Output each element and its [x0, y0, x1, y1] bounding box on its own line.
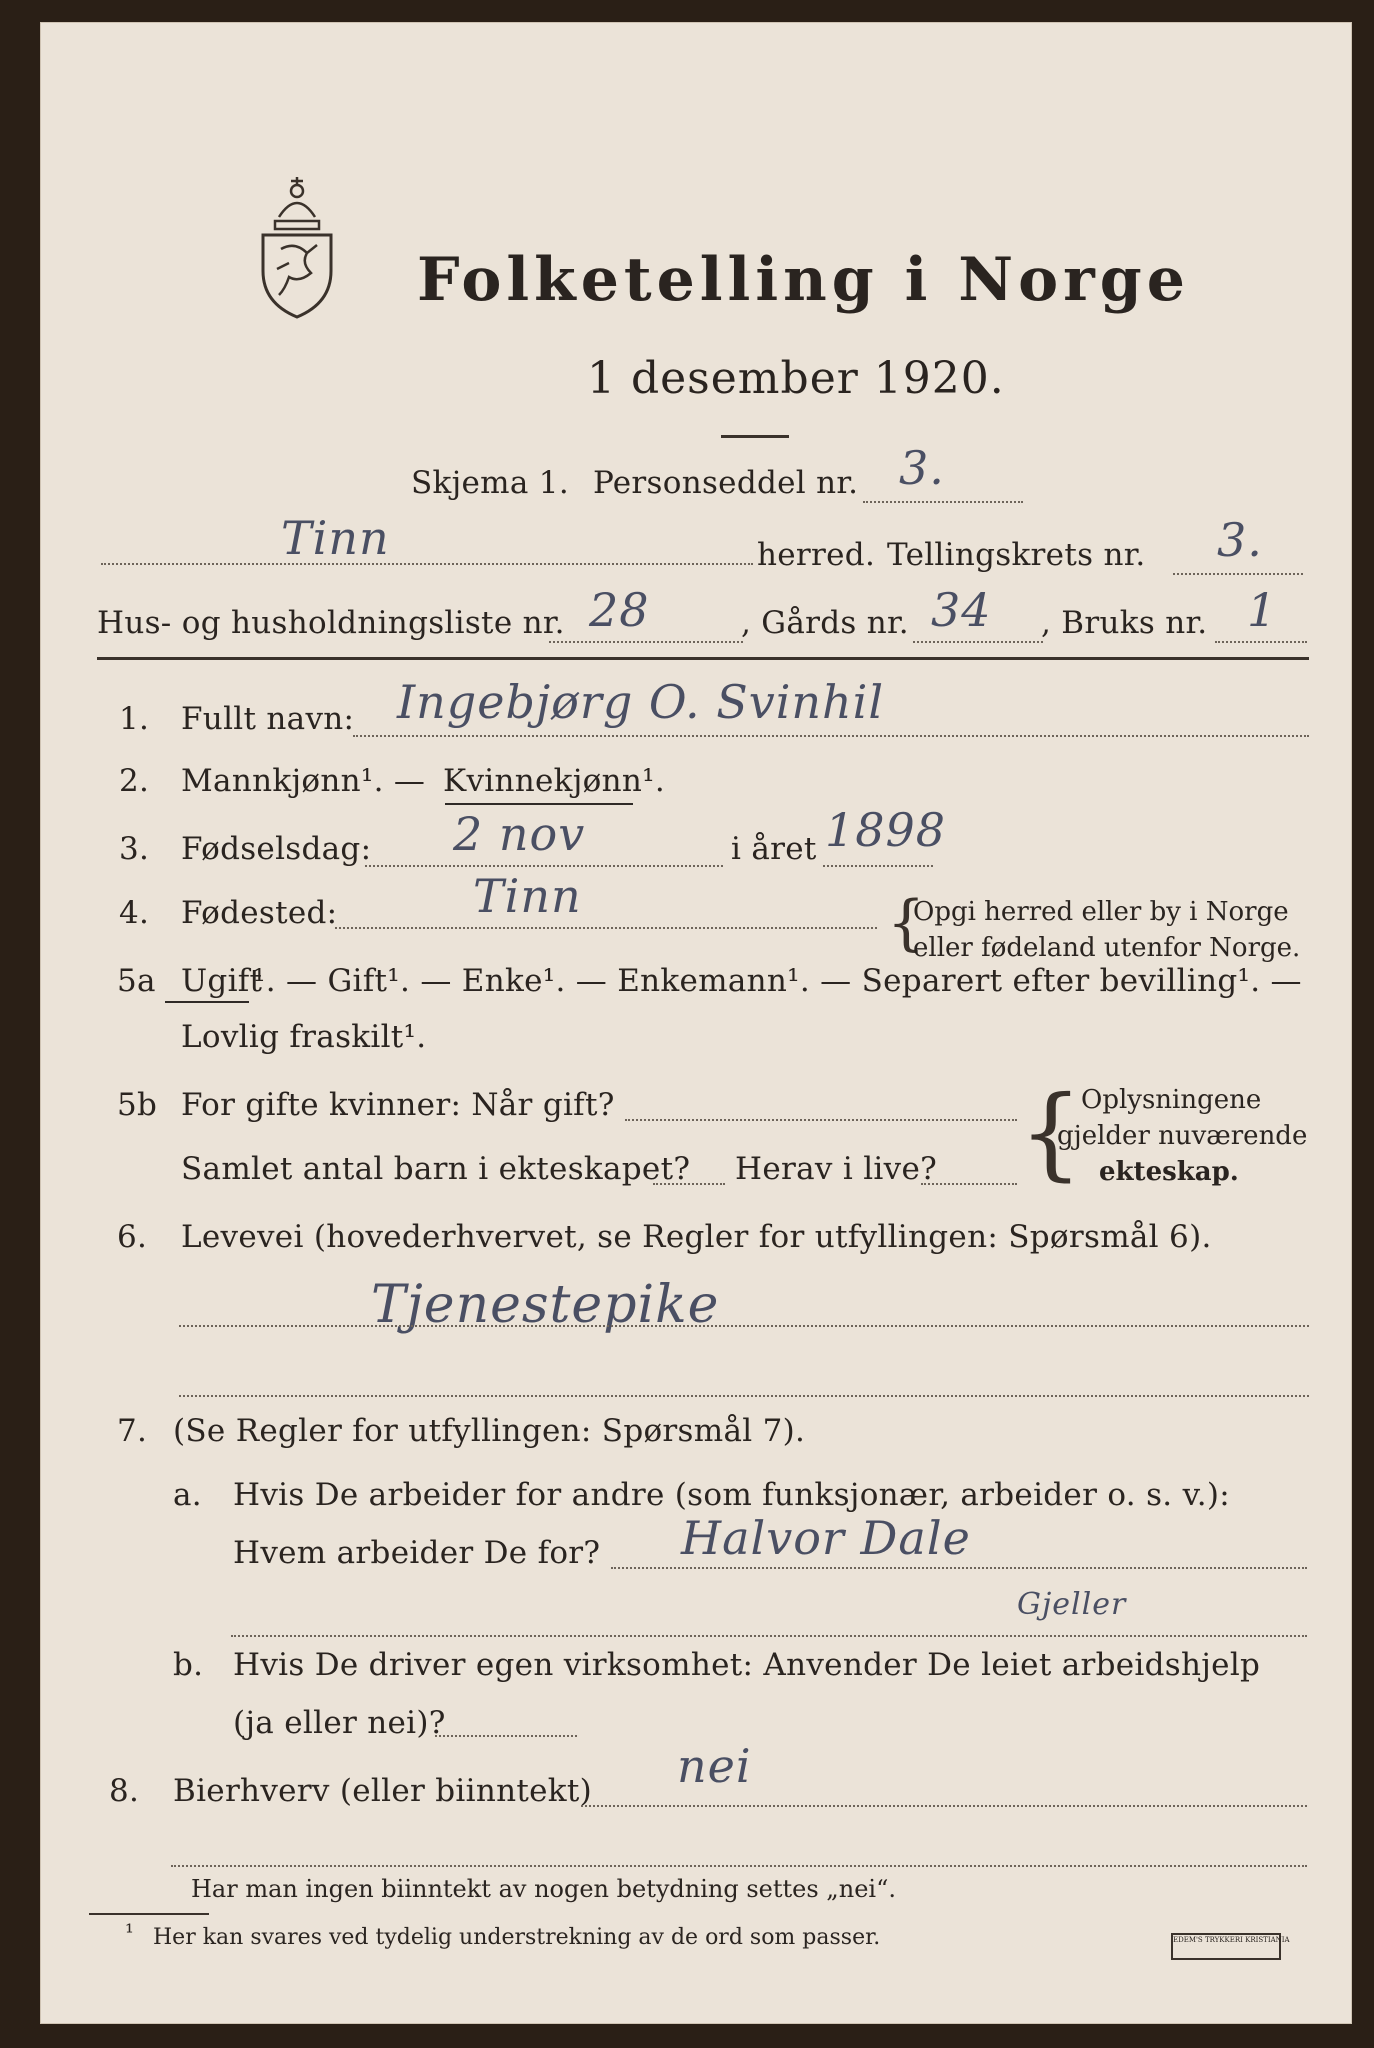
q5a-number: 5a [117, 963, 156, 999]
q6-value: Tjenestepike [371, 1275, 720, 1335]
printer-stamp-text: EDEM'S TRYKKERI KRISTIANIA [1173, 1936, 1290, 1944]
q7b-field-line [435, 1735, 577, 1737]
q7a-line2: Hvem arbeider De for? [233, 1535, 601, 1571]
q6-label: Levevei (hovederhvervet, se Regler for utfyllingen: Spørsmål 6). [181, 1219, 1212, 1255]
q5b-married-field-line [625, 1119, 1017, 1121]
q8-number: 8. [109, 1773, 140, 1809]
q5b-note-brace: { [1019, 1074, 1083, 1191]
herred-value: Tinn [281, 511, 390, 565]
schema-label: Skjema 1. [411, 465, 569, 501]
tellingskrets-value: 3. [1217, 513, 1263, 567]
q8-field-line [581, 1805, 1307, 1807]
q3-label: Fødselsdag: [181, 831, 372, 867]
tellingskrets-field-line [1173, 573, 1303, 575]
q1-label: Fullt navn: [181, 701, 355, 737]
q7a-line1: Hvis De arbeider for andre (som funksjonær, arbeider o. s. v.): [233, 1477, 1231, 1513]
q3-year-label: i året [731, 831, 817, 867]
q7-number: 7. [117, 1413, 148, 1449]
q4-value: Tinn [473, 869, 582, 923]
norwegian-coat-of-arms-icon [249, 171, 345, 319]
q5b-alive-field-line [921, 1183, 1017, 1185]
q5a-ugift-underline [165, 1001, 249, 1003]
q4-label: Fødested: [181, 895, 338, 931]
q5b-label2: Samlet antal barn i ekteskapet? [181, 1151, 691, 1187]
q7b-line1: Hvis De driver egen virksomhet: Anvender De leiet arbeidshjelp [233, 1647, 1261, 1683]
bruks-field-line [1215, 641, 1307, 643]
q5b-label1: For gifte kvinner: Når gift? [181, 1087, 615, 1123]
bruks-value: 1 [1247, 583, 1278, 637]
q2-mannkjonn: Mannkjønn¹. — [181, 763, 426, 799]
q5b-note-line1: Oplysningene [1081, 1085, 1262, 1115]
census-date: 1 desember 1920. [587, 353, 1005, 404]
q5b-number: 5b [117, 1087, 158, 1123]
q5b-note-line2: gjelder nuværende [1057, 1121, 1308, 1151]
gards-value: 34 [931, 583, 992, 637]
q8-value: nei [677, 1739, 752, 1793]
tellingskrets-label: Tellingskrets nr. [887, 537, 1146, 573]
q3-field-line [365, 865, 723, 867]
q5b-label3: Herav i live? [735, 1151, 938, 1187]
q8-label: Bierhverv (eller biinntekt) [173, 1773, 593, 1809]
q3-year-field-line [823, 865, 933, 867]
footnote-rule [89, 1913, 209, 1915]
herred-field-line [101, 563, 753, 565]
q4-note-brace: { [887, 888, 926, 958]
printer-stamp [1171, 1933, 1290, 1960]
q7a-value: Halvor Dale [681, 1511, 971, 1565]
husholdning-label: Hus- og husholdningsliste nr. [97, 605, 565, 641]
personseddel-label: Personseddel nr. [593, 465, 859, 501]
q7a-field-line2 [231, 1635, 1307, 1637]
q7a-value2: Gjeller [1017, 1587, 1127, 1622]
q5a-options: ¹. — Gift¹. — Enke¹. — Enkemann¹. — Separert efter bevilling¹. — [253, 963, 1302, 999]
q3-year-value: 1898 [825, 803, 947, 857]
q4-field-line [335, 927, 877, 929]
q2-number: 2. [119, 763, 150, 799]
husholdning-field-line [549, 641, 743, 643]
q7a-field-line1 [611, 1567, 1307, 1569]
q1-field-line [353, 735, 1309, 737]
herred-label: herred. [757, 537, 876, 573]
q5a-ugift: Ugift [181, 963, 263, 999]
q7b-letter: b. [173, 1647, 204, 1683]
bruks-label: , Bruks nr. [1041, 605, 1208, 641]
q5a-line2: Lovlig fraskilt¹. [181, 1019, 427, 1055]
q5b-note-line3: ekteskap. [1099, 1157, 1239, 1187]
personseddel-field-line [863, 501, 1023, 503]
gards-label: , Gårds nr. [741, 605, 909, 641]
q6-field-line1 [179, 1325, 1309, 1327]
personseddel-value: 3. [899, 441, 945, 495]
footnote-marker: ¹ [125, 1921, 134, 1946]
q1-value: Ingebjørg O. Svinhil [397, 675, 885, 729]
title-divider [721, 435, 789, 438]
q8-note: Har man ingen biinntekt av nogen betydning settes „nei“. [191, 1875, 896, 1903]
q1-number: 1. [119, 701, 150, 737]
q3-number: 3. [119, 831, 150, 867]
q7b-line2: (ja eller nei)? [233, 1705, 446, 1741]
q7-label: (Se Regler for utfyllingen: Spørsmål 7). [173, 1413, 806, 1449]
q6-number: 6. [117, 1219, 148, 1255]
q4-note-line1: Opgi herred eller by i Norge [913, 897, 1289, 927]
q2-kvinnekjonn-underline [445, 803, 633, 805]
q4-number: 4. [119, 895, 150, 931]
husholdning-value: 28 [589, 583, 650, 637]
census-form-page [40, 22, 1352, 2024]
gards-field-line [913, 641, 1043, 643]
q3-value: 2 nov [453, 807, 586, 861]
q5b-children-field-line [653, 1183, 725, 1185]
q6-field-line2 [179, 1395, 1309, 1397]
q8-field-line2 [171, 1865, 1307, 1867]
header-rule [97, 657, 1309, 660]
form-title: Folketelling i Norge [417, 245, 1190, 315]
footnote-text: Her kan svares ved tydelig understrekning av de ord som passer. [153, 1925, 881, 1950]
q2-kvinnekjonn: Kvinnekjønn¹. [443, 763, 666, 799]
q7a-letter: a. [173, 1477, 202, 1513]
q4-note-line2: eller fødeland utenfor Norge. [913, 933, 1301, 963]
